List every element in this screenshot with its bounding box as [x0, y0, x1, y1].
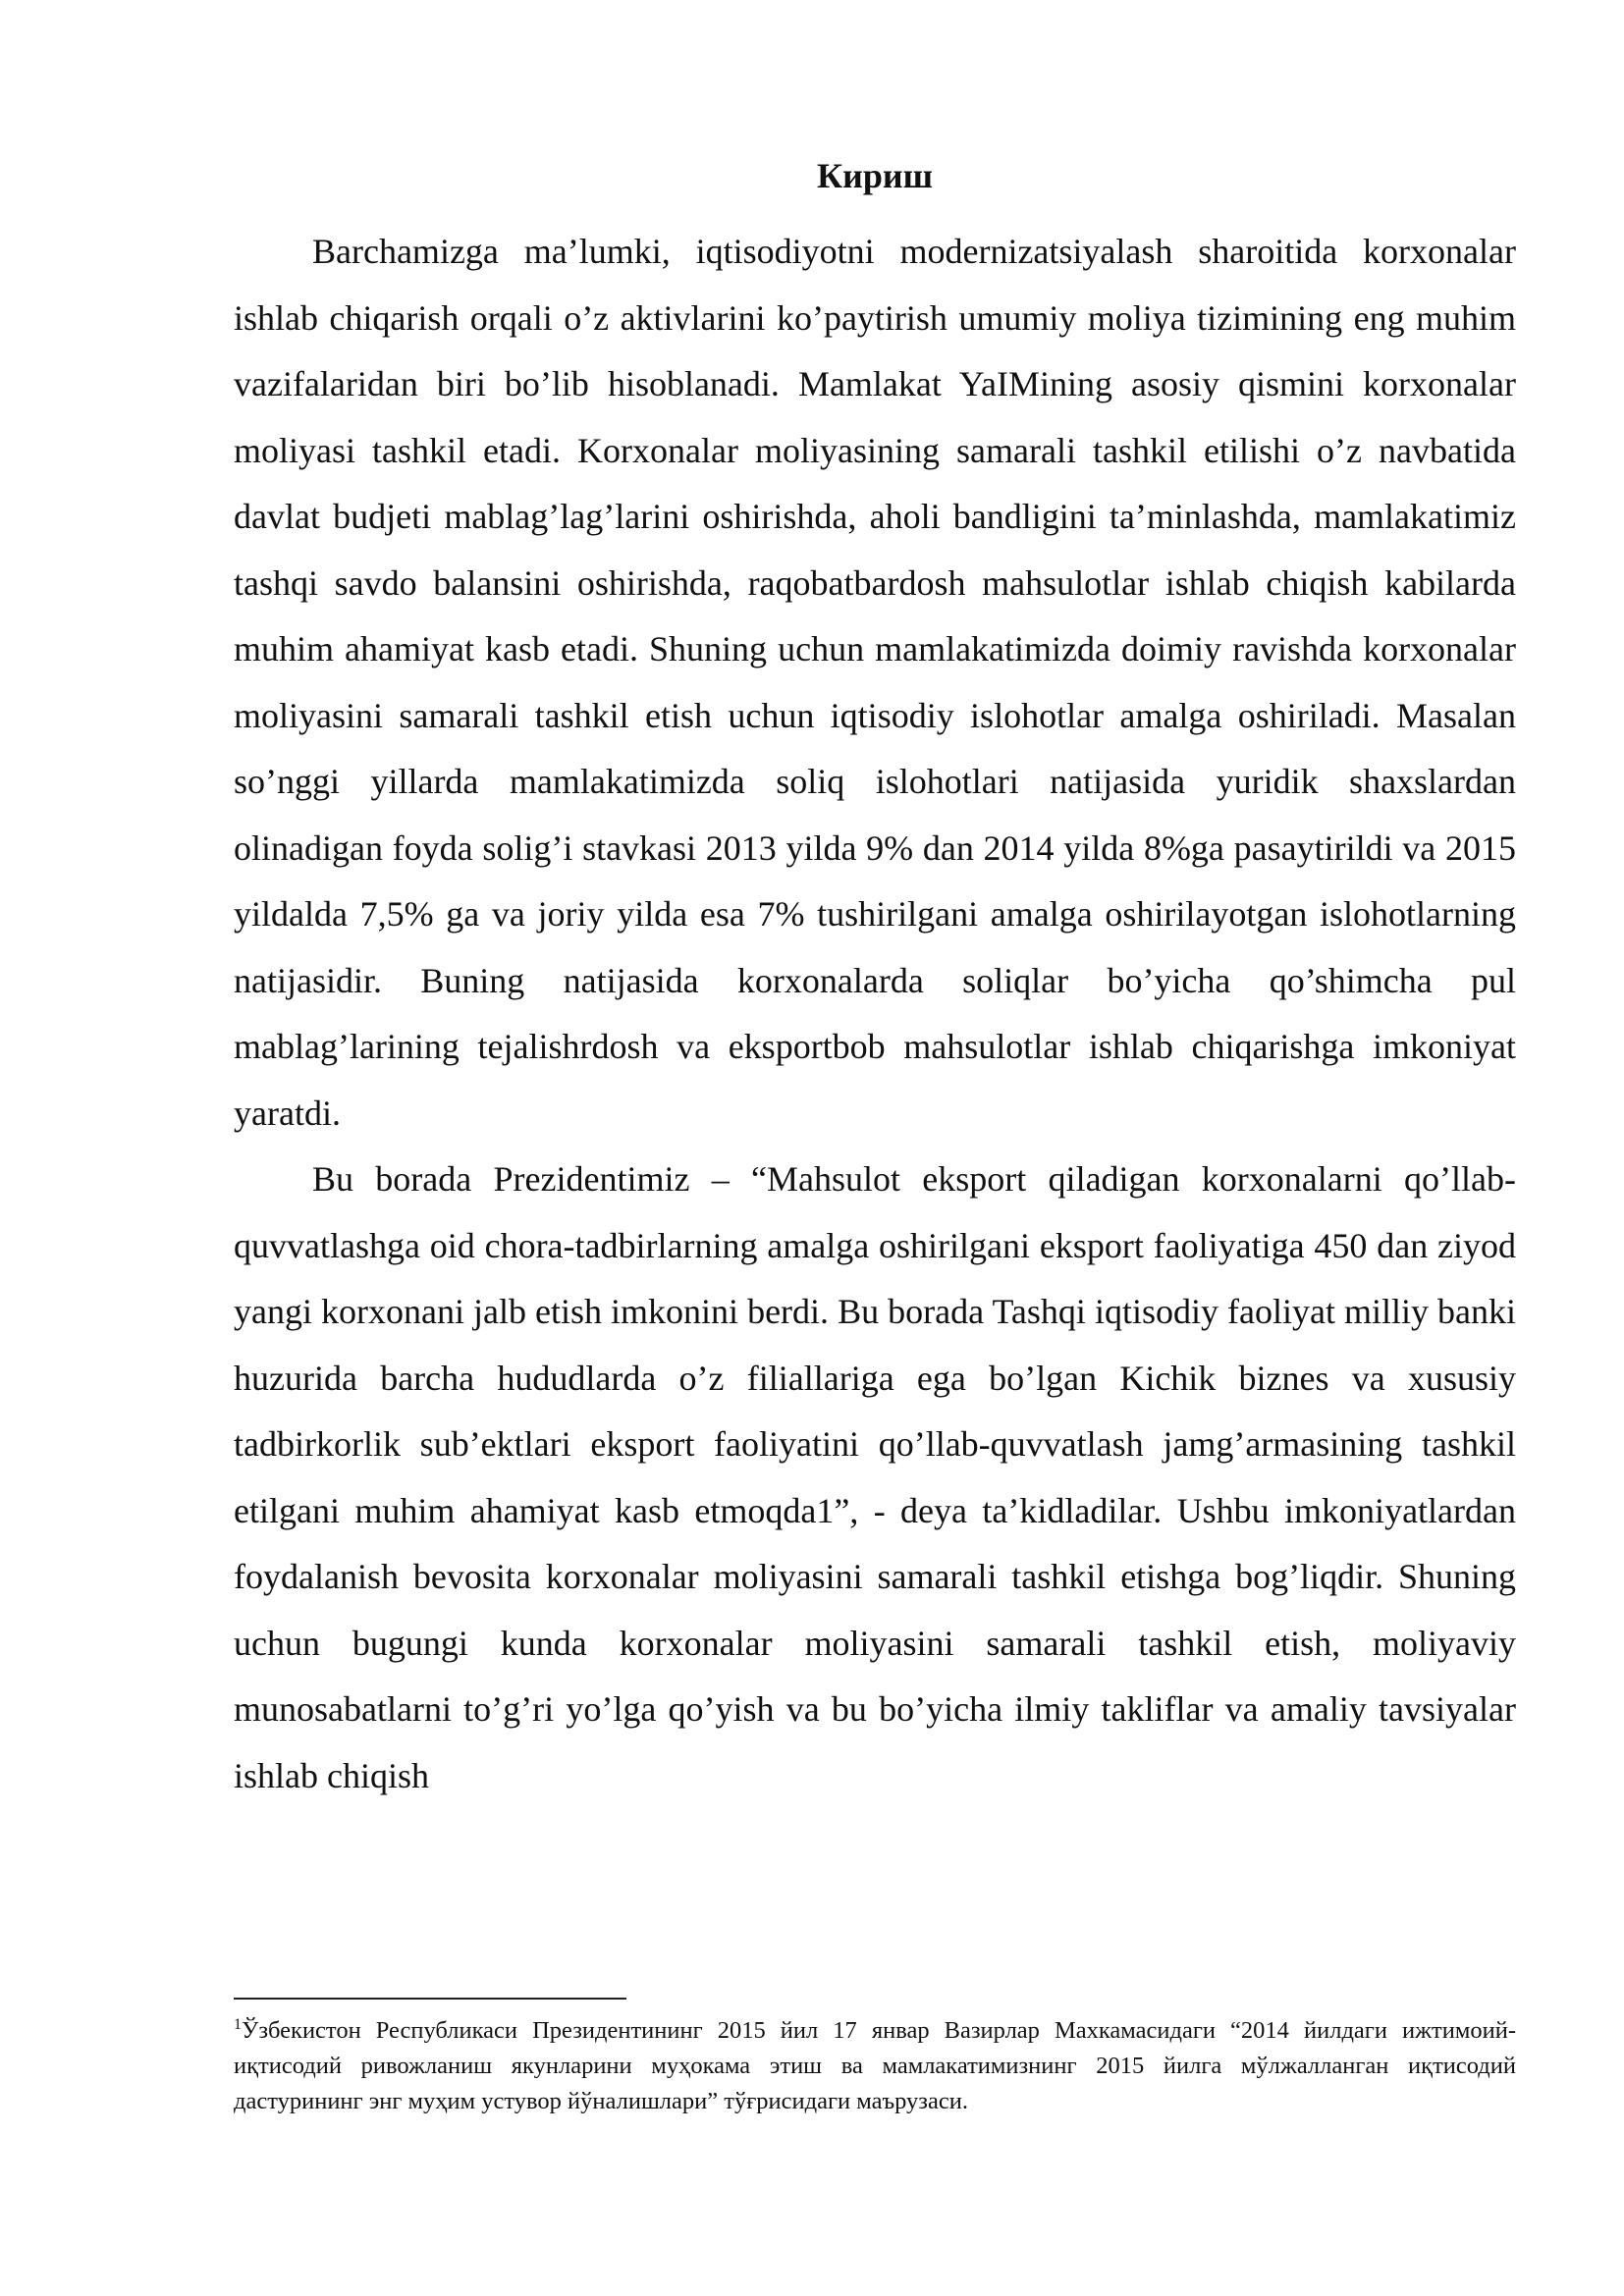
footnote-text: Ўзбекистон Республикаси Президентининг 2015 йил 17 январ Вазирлар Махкамасидаги “2014 йилдаги ижтимоий-иқтисодий ривожланиш якунларини муҳокама этиш ва мамлакатимизнинг 2015 йилга мўлжалланган иқтисодий дастурининг энг муҳим устувор йўналишлари” тўғрисидаги маърузаси.: [234, 2017, 1516, 2114]
body-text: [234, 219, 1516, 1809]
footnote-marker: 1: [234, 2015, 242, 2033]
footnote-separator: [234, 1998, 626, 2000]
paragraph-1: Barchamizga ma’lumki, iqtisodiyotni modernizatsiyalash sharoitida korxonalar ishlab chiqarish orqali o’z aktivlarini ko’paytirish umumiy moliya tizimining eng muhim vazifalaridan biri bo’lib hisoblanadi. Mamlakat YaIMining asosiy qismini korxonalar moliyasi tashkil etadi. Korxonalar moliyasining samarali tashkil etilishi o’z navbatida davlat budjeti mablag’lag’larini oshirishda, aholi bandligini ta’minlashda, mamlakatimiz tashqi savdo balansini oshirishda, raqobatbardosh mahsulotlar ishlab chiqish kabilarda muhim ahamiyat kasb etadi. Shuning uchun mamlakatimizda doimiy ravishda korxonalar moliyasini samarali tashkil etish uchun iqtisodiy islohotlar amalga oshiriladi. Masalan so’nggi yillarda mamlakatimizda soliq islohotlari natijasida yuridik shaxslardan olinadigan foyda solig’i stavkasi 2013 yilda 9% dan 2014 yilda 8%ga pasaytirildi va 2015 yildalda 7,5% ga va joriy yilda esa 7% tushirilgani amalga oshirilayotgan islohotlarning natijasidir. Buning natijasida korxonalarda soliqlar bo’yicha qo’shimcha pul mablag’larining tejalishrdosh va eksportbob mahsulotlar ishlab chiqarishga imkoniyat yaratdi.: [234, 232, 1516, 1133]
paragraph-2: Bu borada Prezidentimiz – “Mahsulot eksport qiladigan korxonalarni qo’llab-quvvatlashga oid chora-tadbirlarning amalga oshirilgani eksport faoliyatiga 450 dan ziyod yangi korxonani jalb etish imkonini berdi. Bu borada Tashqi iqtisodiy faoliyat milliy banki huzurida barcha hududlarda o’z filiallariga ega bo’lgan Kichik biznes va xususiy tadbirkorlik sub’ektlari eksport faoliyatini qo’llab-quvvatlash jamg’armasining tashkil etilgani muhim ahamiyat kasb etmoqda1”, - deya ta’kidladilar. Ushbu imkoniyatlardan foydalanish bevosita korxonalar moliyasini samarali tashkil etishga bog’liqdir. Shuning uchun bugungi kunda korxonalar moliyasini samarali tashkil etish, moliyaviy munosabatlarni to’g’ri yo’lga qo’yish va bu bo’yicha ilmiy takliflar va amaliy tavsiyalar ishlab chiqish: [234, 1159, 1516, 1795]
page-title: Кириш: [816, 156, 933, 195]
footnote: [234, 2013, 1516, 2119]
